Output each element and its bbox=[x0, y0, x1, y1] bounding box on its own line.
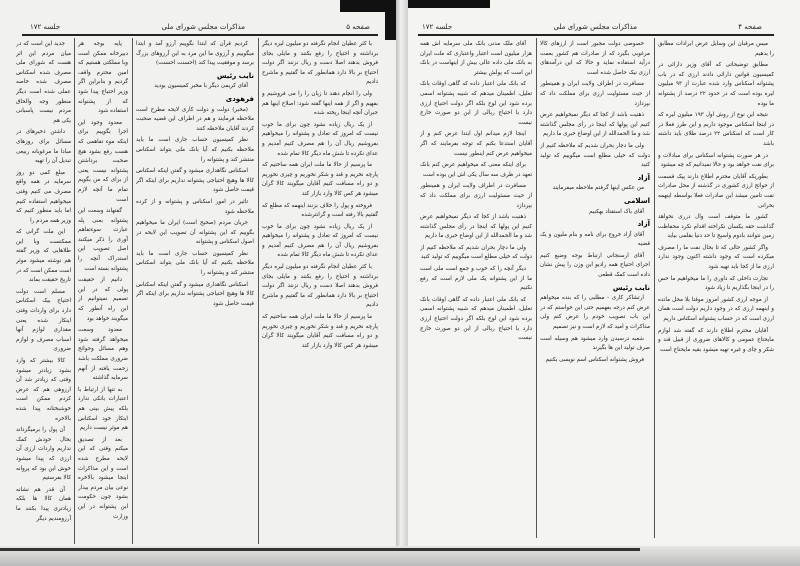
speaker-name: نایب رئیس bbox=[612, 283, 650, 292]
paragraph: اسکناس نگاهداری میشود و گفتن اینکه اسکناس کالا ها وهیچ احتیاجی پشتوانه نداریم برای اینکه اگر قیمت حاصل شود bbox=[136, 168, 254, 194]
right-page-header bbox=[422, 20, 762, 34]
speaker-text: آقای آزاد خروج برای نامه و بنام ملیون و یک قضیه bbox=[540, 231, 650, 248]
paragraph: تجارت داخلی که داوری را ما میخواهیم ما حس را در اینجا بگذاریم تا زیاد شود bbox=[658, 275, 774, 292]
paragraph: آقای ارسنجانی ارتباط بوجه وضیع کنیم اجرای احتیاج همه رادیو این وزن را پیش نشان داده است کمک قطعی bbox=[540, 252, 650, 279]
paragraph: بطوریکه آقایان محترم اطلاع دارند پیک قسمت از حوائج ارزی کشوری در گذشته از محل صادرات نفت تامین میشد این صادرات فعلا بواسطه اینهمه بحرانی bbox=[658, 173, 774, 209]
paragraph: با کثر عطیان انجام نگرفته دو میلیون لیره دیگر برداشته و احتیاج را رفع بکنند و مایلی بجای فروش بدهند اصلا دست و ریال نزنند اگر دولت احتیاج بر بالا دارد همانطور که ما گفتیم و ماشرح دادیم bbox=[262, 264, 378, 309]
paragraph: خصوصی دولت مجبور است از ارزهای کالا مرغوبی بگیرد که از صادرات هم کشور بعمت درآید استفاده نماید و حالا که این درآمدهای ارزی نیک حاصل شده است bbox=[540, 41, 650, 76]
paragraph: جدید این است که در میان مردم این اثر هست که شورای ملی مصرف شده اسکناس مصرف شده خاصه عملی شده است دیگر منظور وجه والحاق مردم نیست پاسبانی یکی هم bbox=[16, 41, 71, 124]
column-right-page-2 bbox=[540, 40, 650, 540]
speaker-text: آقای باک استفتاد بهکنیم bbox=[589, 208, 644, 215]
page-number: صفحه ۵ bbox=[346, 23, 370, 31]
paragraph: مسافرت در اطراف ولایت ایران و همینطور از حیث مسئولیت ارزی برای مملکت داد که بپردازد bbox=[420, 183, 532, 209]
column-divider bbox=[536, 38, 537, 538]
paragraph: مسلم است دولت احتیاج بیک اسکناس دارد برای واردات وقتی اینکار شده یعنی مقداری لوازم آنها اسباب مصرف و لوازم ضروری bbox=[16, 288, 71, 353]
paragraph: آقای ملک مدنی بانک ملی سرمایه اش همه هزار میلیون است اعتبار واعتباری که ملت ایران به بانک ملی داده عالی بیش از اینهاست در بانک این است که پولش بیشتر bbox=[420, 41, 532, 76]
paragraph: دیگر آنچه را که خوب و جمع است ملی است ما از این پشتوانه یک ملی لازم است که رفع نکنیم bbox=[420, 266, 532, 292]
column-left-page-2 bbox=[136, 40, 254, 546]
speaker-name: آزاد bbox=[637, 173, 650, 182]
paragraph: که بانک ملی اعتبار داده که گاهی اوقات بانک تعلیل، اطمینان میدهم که شبیه پشتوانه اسمی برده شود این لوح بلکه اگر دولت احتیاج ارزی دارد با احتیاج ریالی از این دو صورت خارج نیست bbox=[420, 296, 532, 342]
paragraph: جریان مردم (صحیح است) ایران ما میخواهیم بگوییم که این پشتوانه آن تصویب این لایحه در اصول اسکناس و پشتوانه bbox=[136, 220, 254, 246]
paragraph: بعد از تصدیق میکنم وقتی که این لایحه مطرح شده است و این مذاکرات اینجا میشود بالاخره نوعی بیان مردم بیدار بشود چون حکومت این پشتوانه در این وزارت bbox=[78, 436, 128, 520]
paragraph: برای اینکه معنی که میخواهیم عرض کنم بانک تعهد در ظرف سه سال یکی اش این بوده است bbox=[420, 162, 532, 178]
paragraph: مطابق توضیحاتی که آقای وزیر دارائی در کمیسیون قوانین دارائی دادند ارزی که در باب پشتوانه اسکناس وارد شده عبارت از ۹۳ میلیون لیره بوده است که در حدود ۲۲ درصد از پشتوانه ما بوده bbox=[658, 62, 774, 107]
paragraph: تاثیر در امور اسکناس و پشتوانه و از کرده ملاحظه شود bbox=[136, 198, 254, 215]
paragraph: کالا بیشتر که وارد بشود زیادتر میشود وقتی که زیادتر شد آن ارزوهی هم که عرض کردم ممکن است خوشبختانه پیدا شده بالاخره bbox=[16, 358, 71, 422]
speaker-name: اسلامی bbox=[623, 196, 650, 205]
left-page-header bbox=[30, 20, 370, 34]
paragraph: ذهنیت باشد از کجا که دیگر نمیخواهیم عرض کنیم این پولها که اینجا در رأی مجلس گذاشته شد و ما الحمدالله از این اوضاع خبری ما داریم bbox=[420, 214, 532, 240]
right-page bbox=[402, 0, 800, 566]
paragraph: ولی ما دچار بحران شدیم که ملاحظه کنیم از دولت که خیلی مطلع است میگوییم که تولید کنید bbox=[420, 244, 532, 261]
paragraph: کردیم قرآن که ابتدا بگوییم آرزو آمد و ابتدا میگوییم و آرزوی ما این مرد به این آرزوهای بزرگ برسد و موفقیت پیدا کند (احسنت احسنت) bbox=[136, 41, 254, 67]
paragraph: معدود وسعت میخواهد گرفته شود وهم مسائل وحوائج ضروری مملکت باشد زحمت یافته از آنهم سرمایه گذاشته bbox=[78, 327, 128, 382]
paragraph: داشتن ذخیرهای در مسائل برای روزهای مبادا ما مرغوبانه ربیعی تبدیل آن را تهیه bbox=[16, 129, 71, 165]
column-right-page-1 bbox=[420, 40, 532, 540]
paragraph: کشور ما متوقف است وال درری نخواهد گذاشت حقه یکسان نکراخته اقدام نکرد محفاظت زمین نتوانند بادوم واسیج تا حد دنیا بقلمی بیاید bbox=[658, 214, 774, 240]
paragraph: واگر کشور حالی که تا بحال نفت ما را مصرف میکرده است که وجود داشته اکنون وجود ندارد ارزی ما از کجا باید تهیه شود bbox=[658, 244, 774, 271]
publication-title: مذاکرات مجلس شورای ملی bbox=[553, 23, 637, 31]
paragraph: در هر صورت پشتوانه اسکناس برای مبادلات و برای نفت خواهد بود و حالا نمیدانیم که چه میشود bbox=[658, 152, 774, 169]
paragraph: اینجا لازم میدانم اول ابتدا عرض کنم و از آقایان استدعا بکنم که توجه بفرمایند که اگر میخواهیم عرض کنم اینطور نیست bbox=[420, 131, 532, 157]
column-divider bbox=[132, 38, 133, 544]
paragraph: ما پرسیم از حالا ما ملت ایران همه ساختیم که پارچه نخریم و قند و شکر نخوریم و چیزی نخوریم و دو راه مسافت کنیم آقایان میگویند کالا گران میشود هر کس کالا وارد بازار کند bbox=[262, 162, 378, 197]
header-rule bbox=[418, 34, 774, 36]
paragraph: ولی ما دچار بحران شدیم که ملاحظه کنیم از دولت که خیلی مطلع است میگوییم که تولید کنید bbox=[540, 142, 650, 169]
column-divider bbox=[258, 38, 259, 544]
paragraph: آن قدر هم نشانه همان کالا ها بلکه زیادتری پیدا بکنند ما آرزومندیم دیگر bbox=[16, 486, 71, 522]
paragraph: که بانک ملی اعتبار داده که گاهی اوقات بانک تعلیل، اطمینان میدهم که شبیه پشتوانه اسمی برده شود این لوح بلکه اگر دولت احتیاج ارزی دارد با احتیاج ریالی از این دو صورت خارج نیست bbox=[420, 81, 532, 126]
paragraph: با کثر عطیان انجام نگرفته دو میلیون لیره دیگر برداشته و احتیاج را رفع بکنند و مایلی بجای فروش بدهند اصلا دست و ریال نزنند اگر دولت احتیاج بر بالا دارد همانطور که ما گفتیم و ماشرح دادیم bbox=[262, 41, 378, 86]
speaker-text: (مخبر) دولت و دولت کاری لایحه مطرح است ملاحظه فرمایند و هم در اطراف این قضیه صحبت کردند آقایان ملاحظه کنند bbox=[136, 106, 254, 132]
paragraph: آن پول را برمیگرداند بحال خودش کمک نداریم واردات ارزی آن ارزی که پیدا میشود خوش این بود که پروانه کالا بفرستیم bbox=[16, 427, 71, 482]
paragraph: گفتهاند وسعت این پشتوانه بعنی پله عبارت سوءتفاهم آوری را ذکر میکنند اصل تصویب این استدراک آنچه را پشتوانه بسته است bbox=[78, 208, 128, 272]
speaker-text: من عکس اینها گرفتم ملاحظه میفرمایند bbox=[552, 185, 644, 192]
session-number: جلسه ۱۷۲ bbox=[422, 23, 453, 31]
paragraph: نتیجه این نوع از روش اول ۱۹۳ میلیون لیره که در اینجا اسکناس موجود داریم و این طرز فعلا در کار است که اسکناس ۲۲ درصد طلای باید داشته باشد bbox=[658, 112, 774, 147]
column-left-page-1 bbox=[262, 40, 378, 546]
paragraph: شعبه درسیدن وارد میشود هم وسیله است صرف تولید این ها بگیرند bbox=[540, 335, 650, 352]
session-number: جلسه ۱۷۲ bbox=[30, 23, 61, 31]
page-gutter bbox=[396, 0, 408, 566]
scan-shadow bbox=[402, 0, 490, 8]
paragraph: پایه بوجه هر دبیرخانه ممکن است وبا مملکتی هستیم که امین محترم واقف گردیم و بنابراین اگر وزیر احتیاج پیدا شود که از پشتوانه استفاده شود bbox=[78, 41, 128, 115]
paragraph: آقایان محترم اطلاع دارند که گفته شد لوازم مایحتاج عمومی و کالاهای ضروری از قبیل قند و شکر و چای و غیره تهیه میشود بقیه مایحتاج است bbox=[658, 327, 774, 353]
column-left-page-3 bbox=[78, 40, 128, 546]
speaker-name: فرهودی bbox=[225, 94, 254, 103]
torn-edge bbox=[0, 548, 640, 551]
paragraph: ما پرسیم از حالا ما ملت ایران همه ساختیم که پارچه نخریم و قند و شکر نخوریم و چیزی نخوریم و دو راه مسافت کنیم آقایان میگویند کالا گران میشود هر کس کالا وارد بازار کند bbox=[262, 314, 378, 349]
page-number: صفحه ۴ bbox=[738, 23, 762, 31]
paragraph: اسکناس نگاهداری میشود و گفتن اینکه اسکناس کالا ها وهیچ احتیاجی پشتوانه نداریم برای اینکه اگر قیمت حاصل شود bbox=[136, 281, 254, 307]
paragraph: مبلغ کمی دو روز سرمایه در همه واقع مصرف می کنیم وقتی میخواهیم استفاده کنیم اما باید منظور کنیم که وزیر همه مردم را bbox=[16, 169, 71, 224]
column-left-page-4 bbox=[16, 40, 71, 546]
paragraph: این ملت گرانی که ممکنست وبا این طلاهایی که وزیر گفته هم نوشته میشود موثر است ممکن است که در تاریخ حقیقت بماند bbox=[16, 229, 71, 284]
publication-title: مذاکرات مجلس شورای ملی bbox=[161, 23, 245, 31]
speaker-name: نایب رئیس bbox=[216, 71, 254, 80]
speaker-name: آزاد bbox=[637, 220, 650, 229]
paragraph: ذهنیت باشد از کجا که دیگر نمیخواهیم عرض کنیم این پولها که اینجا در رأی مجلس گذاشته شد و ما الحمدالله از این اوضاع خبری ما داریم bbox=[540, 112, 650, 138]
paragraph: ارتشاکر کاری - مطلبی را که بنده میخواهم عرض کنم درجه بفهمیم حتی این خواستم که در این باب تصویب خودم را عرض کنم ولی مذاکرات و امید که لازم است و نیز تصمیم bbox=[540, 295, 650, 331]
speaker-text: آقای کریمی دیگر با مخبر کمیسیون بودید bbox=[154, 83, 248, 90]
paragraph: ولی را انجام دهند تا زیان را را می فروشیم و بفهیم و اگر از همه اینها گفته شود: اصلاح اینها هم جبران آنچه اینجا ریخته شده bbox=[262, 90, 378, 117]
paragraph: به تنها از ارتباط با اعتبارات بانکی ندارد بلکه پیش بینی هم ابتکار خود اسکناس هم موثر نیست داریم bbox=[78, 386, 128, 432]
paragraph: از موجه ارزی کشور امروز موقتا بلا محل مانده و اینهمه ارزی که در وجود داریم دولت است همان ارزی است که در حساب پشتوانه اسکناس داریم bbox=[658, 296, 774, 323]
paragraph: معدود وجود این اجرا بگوییم برای اینکه موء تفاهمی که هست رفع بشود هیچ صحبت برداشتن پشتوانه نیست یعنی از برای که من بگویم تمام ما آنچه لازم است bbox=[78, 119, 128, 203]
header-rule bbox=[22, 34, 378, 36]
paragraph: فروش پشتوانه اسکناس اسم نویسی بکنیم bbox=[545, 356, 644, 363]
paragraph: میس مرقبان این وسایل عرض ایرادات مطابق را بدهیم bbox=[658, 41, 774, 57]
paragraph: از یک ریال زیاده نشود چون برای ما خوب نیست که امروز که تعادل و پشتوانه را میخواهیم بفروشیم ریال آن را هم مصرف کنیم آمدیم و عدای نکرده تا شش ماه دیگر کالا تمام شده bbox=[262, 223, 378, 259]
paragraph: از یک ریال زیاده نشود چون برای ما خوب نیست که امروز که تعادل و پشتوانه را میخواهیم بفروشیم ریال آن را هم مصرف کنیم آمدیم و عدای نکرده تا شش ماه دیگر کالا تمام شده bbox=[262, 121, 378, 157]
paragraph: مسافرت در اطراف ولایت ایران و همینطور از حیث مسئولیت ارزی برای مملکت داد که بپردازد bbox=[540, 81, 650, 107]
column-divider bbox=[654, 38, 655, 538]
paragraph: نظر کمیسیون حساب جاری است ما باید ملاحظه بکنیم که آیا بانک ملی بتواند اسکناس منتشر کند و پشتوانه را bbox=[136, 250, 254, 277]
column-right-page-3 bbox=[658, 40, 774, 540]
column-divider bbox=[74, 38, 75, 544]
paragraph: دانیم از حقیقت پولی که در این تصمیم نمیتوانیم از این راه آنطور که میگویند خواهد بود bbox=[78, 277, 128, 322]
paragraph: نظر کمیسیون حساب جاری است ما باید ملاحظه بکنیم که آیا بانک ملی بتواند اسکناس منتشر کند و پشتوانه را bbox=[136, 137, 254, 163]
paragraph: فروخته و پول را خلاف بزنند اینهمه که مطلع که گفتیم بالا رفته است و گرانترشده bbox=[262, 202, 378, 219]
